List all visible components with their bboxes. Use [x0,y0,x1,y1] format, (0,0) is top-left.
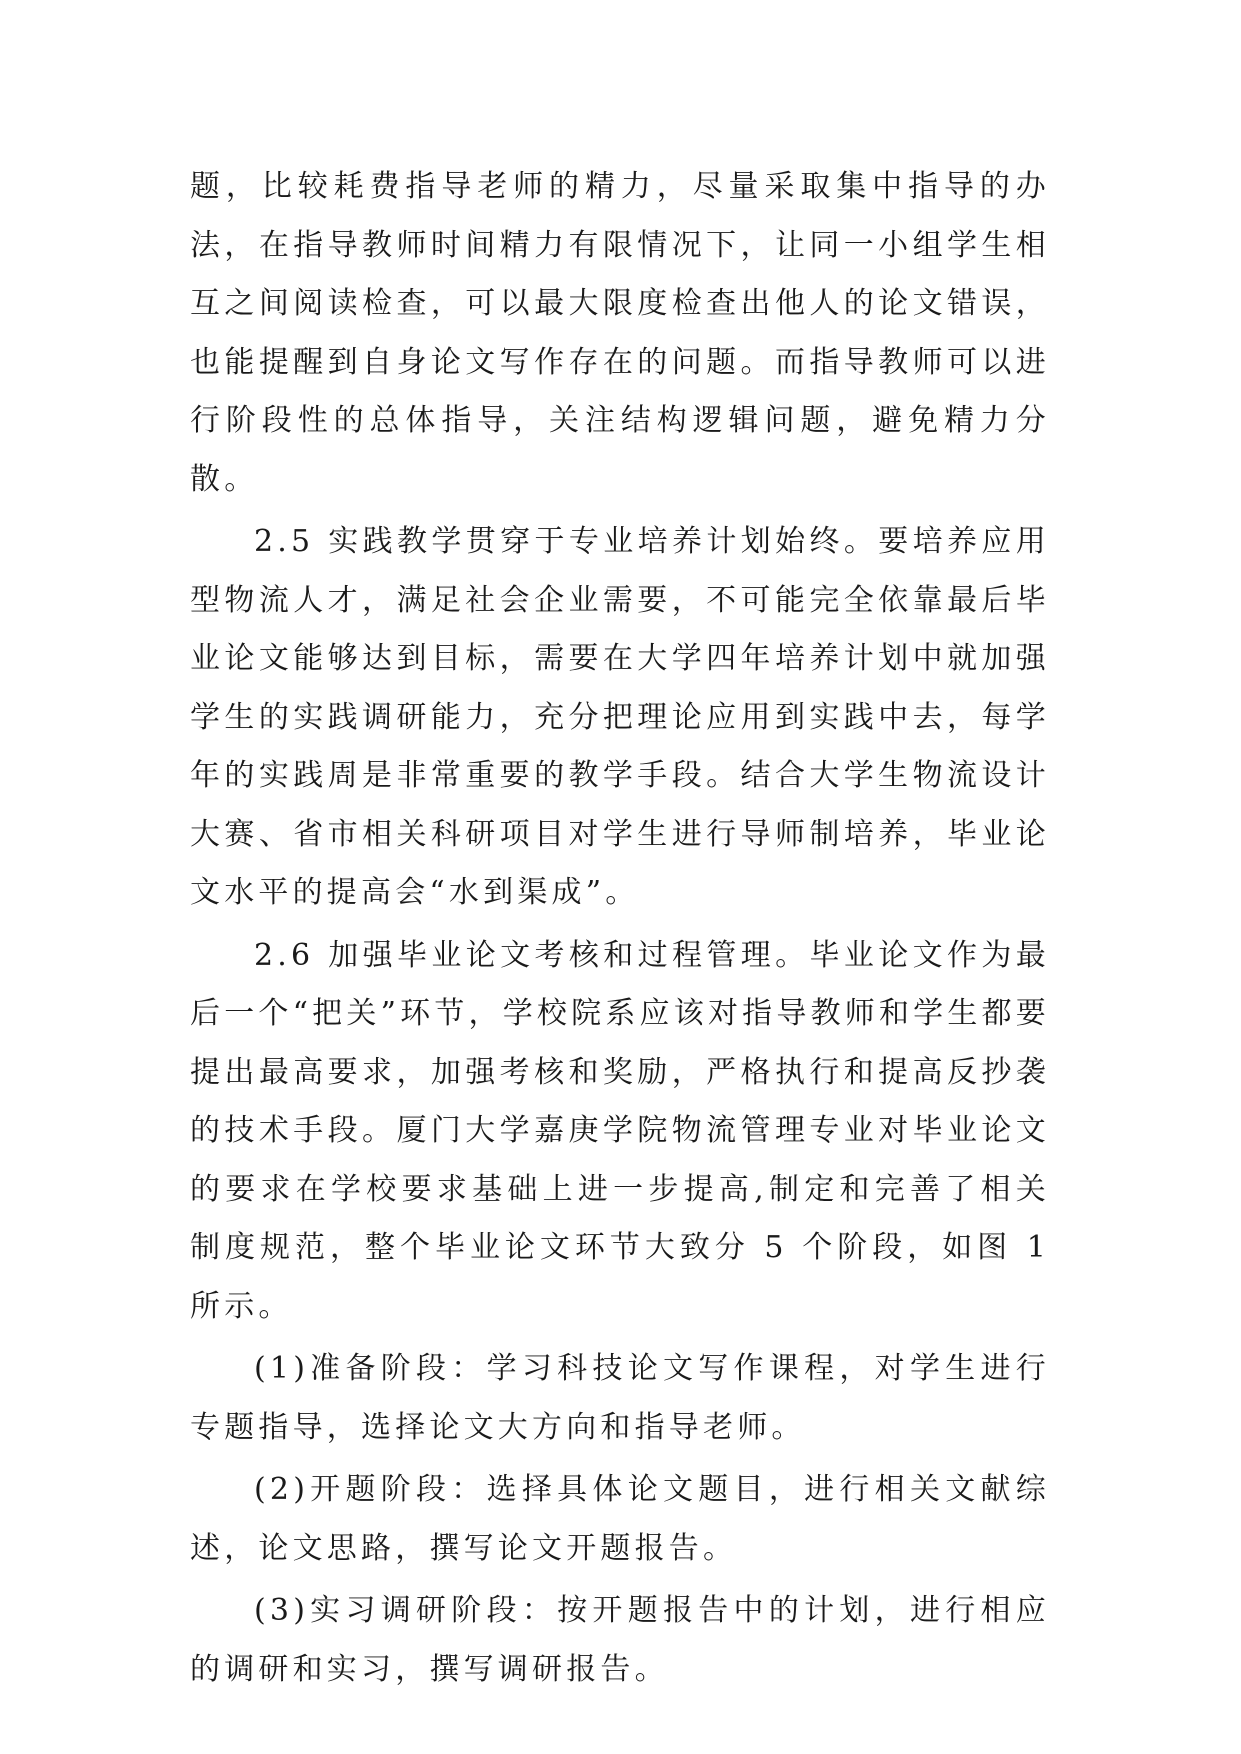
document-body [190,158,1050,1699]
paragraph-2-6-assessment-management: 2.6 加强毕业论文考核和过程管理。毕业论文作为最后一个“把关”环节，学校院系应该对指导教师和学生都要提出最高要求，加强考核和奖励，严格执行和提高反抄袭的技术手段。厦门大学嘉庚学院物流管理专业对毕业论文的要求在学校要求基础上进一步提高,制定和完善了相关制度规范，整个毕业论文环节大致分 5 个阶段，如图 1 所示。 [190,937,1050,1324]
paragraph-stage-1-preparation: (1)准备阶段：学习科技论文写作课程，对学生进行专题指导，选择论文大方向和指导老师。 [190,1351,1050,1445]
paragraph-continuation: 题，比较耗费指导老师的精力，尽量采取集中指导的办法，在指导教师时间精力有限情况下，让同一小组学生相互之间阅读检查，可以最大限度检查出他人的论文错误，也能提醒到自身论文写作存在的问题。而指导教师可以进行阶段性的总体指导，关注结构逻辑问题，避免精力分散。 [190,169,1050,497]
paragraph-stage-2-proposal: (2)开题阶段：选择具体论文题目，进行相关文献综述，论文思路，撰写论文开题报告。 [190,1472,1050,1566]
paragraph-2-5-practice-teaching: 2.5 实践教学贯穿于专业培养计划始终。要培养应用型物流人才，满足社会企业需要，不可能完全依靠最后毕业论文能够达到目标，需要在大学四年培养计划中就加强学生的实践调研能力，充分把理论应用到实践中去，每学年的实践周是非常重要的教学手段。结合大学生物流设计大赛、省市相关科研项目对学生进行导师制培养，毕业论文水平的提高会“水到渠成”。 [190,524,1050,910]
paragraph-stage-3-internship: (3)实习调研阶段：按开题报告中的计划，进行相应的调研和实习，撰写调研报告。 [190,1593,1050,1687]
